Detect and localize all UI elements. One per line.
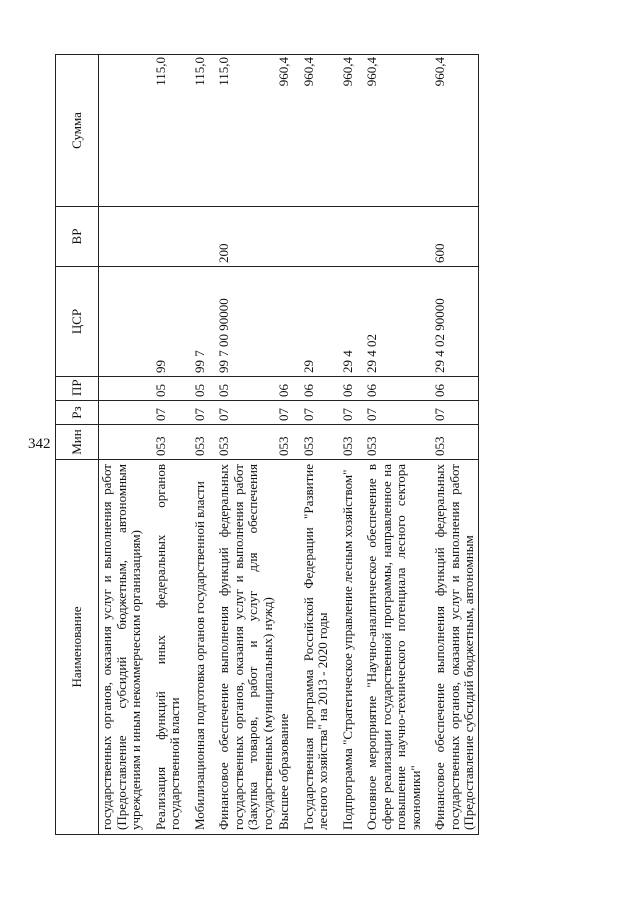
cell-vr <box>276 207 301 267</box>
cell-sum: 115,0 <box>192 55 217 207</box>
header-name: Наименование <box>56 460 99 835</box>
cell-name: Финансовое обеспечение выполнения функций федеральных государственных органов, оказания услуг и выполнения работ (Закупка товаров, работ и услуг для обеспечения государственных (муниципальных) нужд) <box>216 460 276 835</box>
cell-vr <box>340 207 365 267</box>
table-row <box>432 55 478 835</box>
cell-pr: 05 <box>153 377 192 401</box>
cell-min <box>99 425 153 460</box>
cell-csr: 99 <box>153 267 192 377</box>
cell-sum: 960,4 <box>301 55 340 207</box>
cell-csr <box>276 267 301 377</box>
cell-rz: 07 <box>301 401 340 425</box>
cell-sum: 115,0 <box>153 55 192 207</box>
page-number: 342 <box>28 436 51 452</box>
cell-name: Реализация функций иных федеральных органов государственной власти <box>153 460 192 835</box>
cell-rz: 07 <box>340 401 365 425</box>
cell-csr: 29 4 02 <box>364 267 432 377</box>
cell-name: Государственная программа Российской Федерации "Развитие лесного хозяйства" на 2013 - 2020 годы <box>301 460 340 835</box>
cell-pr: 06 <box>432 377 478 401</box>
cell-vr <box>192 207 217 267</box>
cell-rz: 07 <box>364 401 432 425</box>
cell-rz: 07 <box>153 401 192 425</box>
cell-pr <box>99 377 153 401</box>
table-row <box>276 55 301 835</box>
header-vr: ВР <box>56 207 99 267</box>
cell-csr: 29 4 02 90000 <box>432 267 478 377</box>
cell-name: Мобилизационная подготовка органов государственной власти <box>192 460 217 835</box>
cell-csr: 99 7 <box>192 267 217 377</box>
header-csr: ЦСР <box>56 267 99 377</box>
cell-sum: 115,0 <box>216 55 276 207</box>
cell-sum: 960,4 <box>432 55 478 207</box>
cell-pr: 05 <box>216 377 276 401</box>
cell-sum: 960,4 <box>340 55 365 207</box>
cell-rz: 07 <box>432 401 478 425</box>
cell-csr <box>99 267 153 377</box>
cell-min: 053 <box>364 425 432 460</box>
header-sum: Сумма <box>56 55 99 207</box>
cell-pr: 06 <box>364 377 432 401</box>
cell-name: Подпрограмма "Стратегическое управление лесным хозяйством" <box>340 460 365 835</box>
cell-rz <box>99 401 153 425</box>
header-rz: Рз <box>56 401 99 425</box>
cell-sum: 960,4 <box>276 55 301 207</box>
cell-pr: 06 <box>276 377 301 401</box>
cell-name: Высшее образование <box>276 460 301 835</box>
cell-min: 053 <box>153 425 192 460</box>
table-row <box>192 55 217 835</box>
cell-min: 053 <box>216 425 276 460</box>
cell-min: 053 <box>432 425 478 460</box>
rotated-page-content <box>55 55 615 835</box>
table-row <box>340 55 365 835</box>
header-min: Мин <box>56 425 99 460</box>
table-row <box>216 55 276 835</box>
cell-pr: 06 <box>340 377 365 401</box>
cell-csr: 29 <box>301 267 340 377</box>
budget-table <box>55 54 479 835</box>
cell-name: Основное мероприятие "Научно-аналитическое обеспечение в сфере реализации государственной программы, направленное на повышение научно-технического потенциала лесного сектора экономики" <box>364 460 432 835</box>
table-row <box>301 55 340 835</box>
table-row <box>364 55 432 835</box>
cell-pr: 05 <box>192 377 217 401</box>
cell-name: государственных органов, оказания услуг и выполнения работ (Предоставление субсидий бюджетным, автономным учреждениям и иным некоммерческим организациям) <box>99 460 153 835</box>
cell-csr: 29 4 <box>340 267 365 377</box>
cell-vr <box>153 207 192 267</box>
cell-min: 053 <box>192 425 217 460</box>
cell-min: 053 <box>340 425 365 460</box>
cell-pr: 06 <box>301 377 340 401</box>
cell-rz: 07 <box>216 401 276 425</box>
header-pr: ПР <box>56 377 99 401</box>
table-row <box>99 55 153 835</box>
table-header-row <box>56 55 99 835</box>
cell-vr <box>301 207 340 267</box>
cell-sum <box>99 55 153 207</box>
cell-rz: 07 <box>192 401 217 425</box>
cell-name: Финансовое обеспечение выполнения функций федеральных государственных органов, оказания услуг и выполнения работ (Предоставление субсидий бюджетным, автономным <box>432 460 478 835</box>
cell-vr: 600 <box>432 207 478 267</box>
table-row <box>153 55 192 835</box>
cell-vr <box>364 207 432 267</box>
cell-rz: 07 <box>276 401 301 425</box>
cell-sum: 960,4 <box>364 55 432 207</box>
cell-vr: 200 <box>216 207 276 267</box>
cell-min: 053 <box>301 425 340 460</box>
cell-vr <box>99 207 153 267</box>
cell-min: 053 <box>276 425 301 460</box>
cell-csr: 99 7 00 90000 <box>216 267 276 377</box>
